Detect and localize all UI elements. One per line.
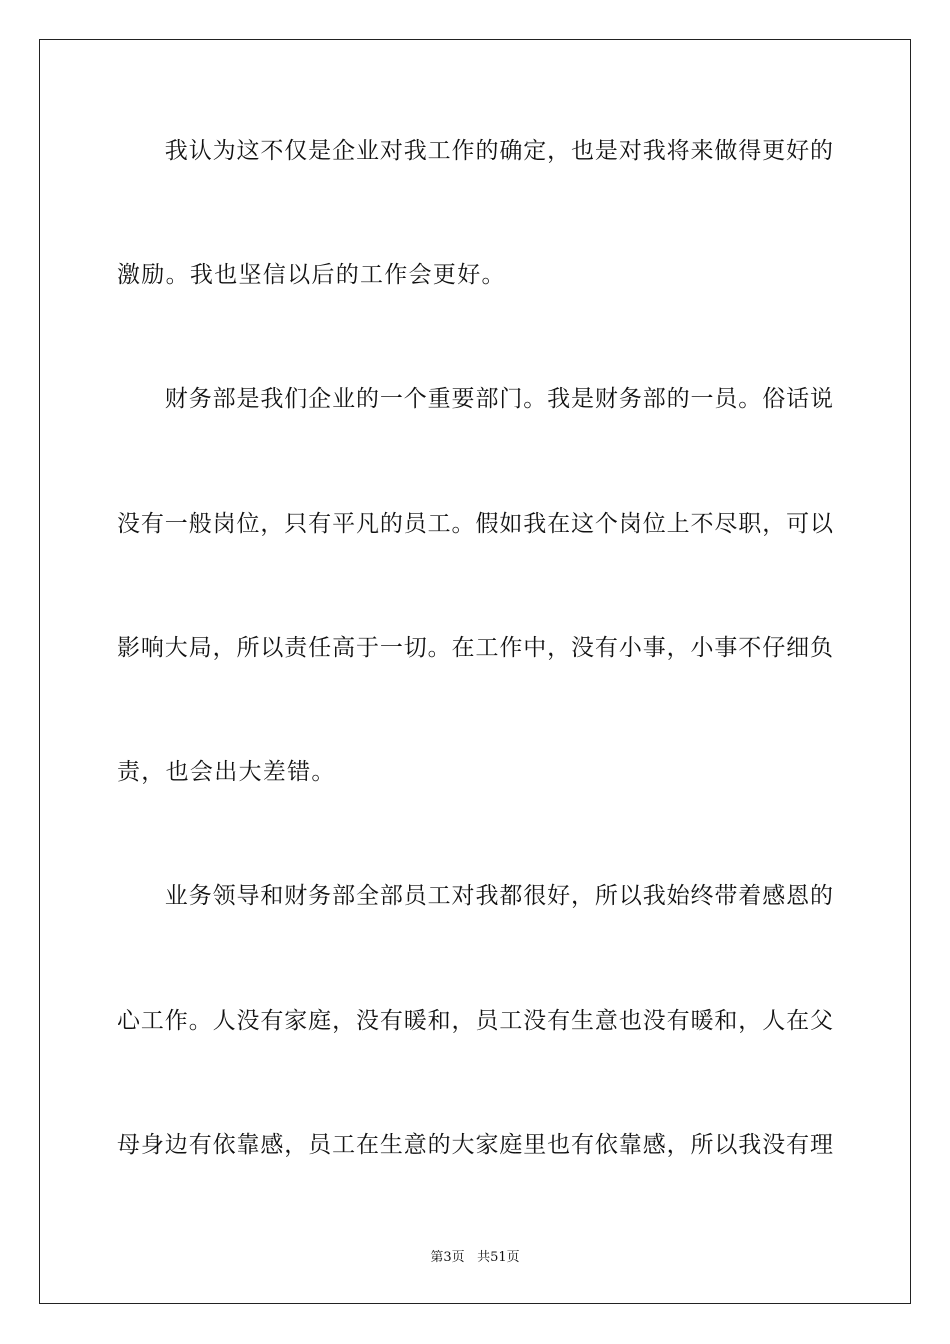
text-line-3: 财务部是我们企业的一个重要部门。我是财务部的一员。俗话说	[117, 386, 833, 412]
text-line-8: 心工作。人没有家庭，没有暖和，员工没有生意也没有暖和，人在父	[117, 1008, 833, 1034]
text-line-5: 影响大局，所以责任高于一切。在工作中，没有小事，小事不仔细负	[117, 635, 833, 661]
page-border	[39, 39, 911, 1304]
page-footer	[0, 1246, 950, 1265]
page-number: 第3页	[430, 1250, 465, 1265]
text-line-4: 没有一般岗位，只有平凡的员工。假如我在这个岗位上不尽职，可以	[117, 511, 833, 537]
text-line-9: 母身边有依靠感，员工在生意的大家庭里也有依靠感，所以我没有理	[117, 1132, 833, 1158]
text-line-1: 我认为这不仅是企业对我工作的确定，也是对我将来做得更好的	[117, 138, 833, 164]
text-line-2: 激励。我也坚信以后的工作会更好。	[117, 262, 506, 288]
text-line-7: 业务领导和财务部全部员工对我都很好，所以我始终带着感恩的	[117, 883, 833, 909]
text-line-6: 责，也会出大差错。	[117, 759, 336, 785]
total-pages: 共51页	[477, 1250, 520, 1265]
